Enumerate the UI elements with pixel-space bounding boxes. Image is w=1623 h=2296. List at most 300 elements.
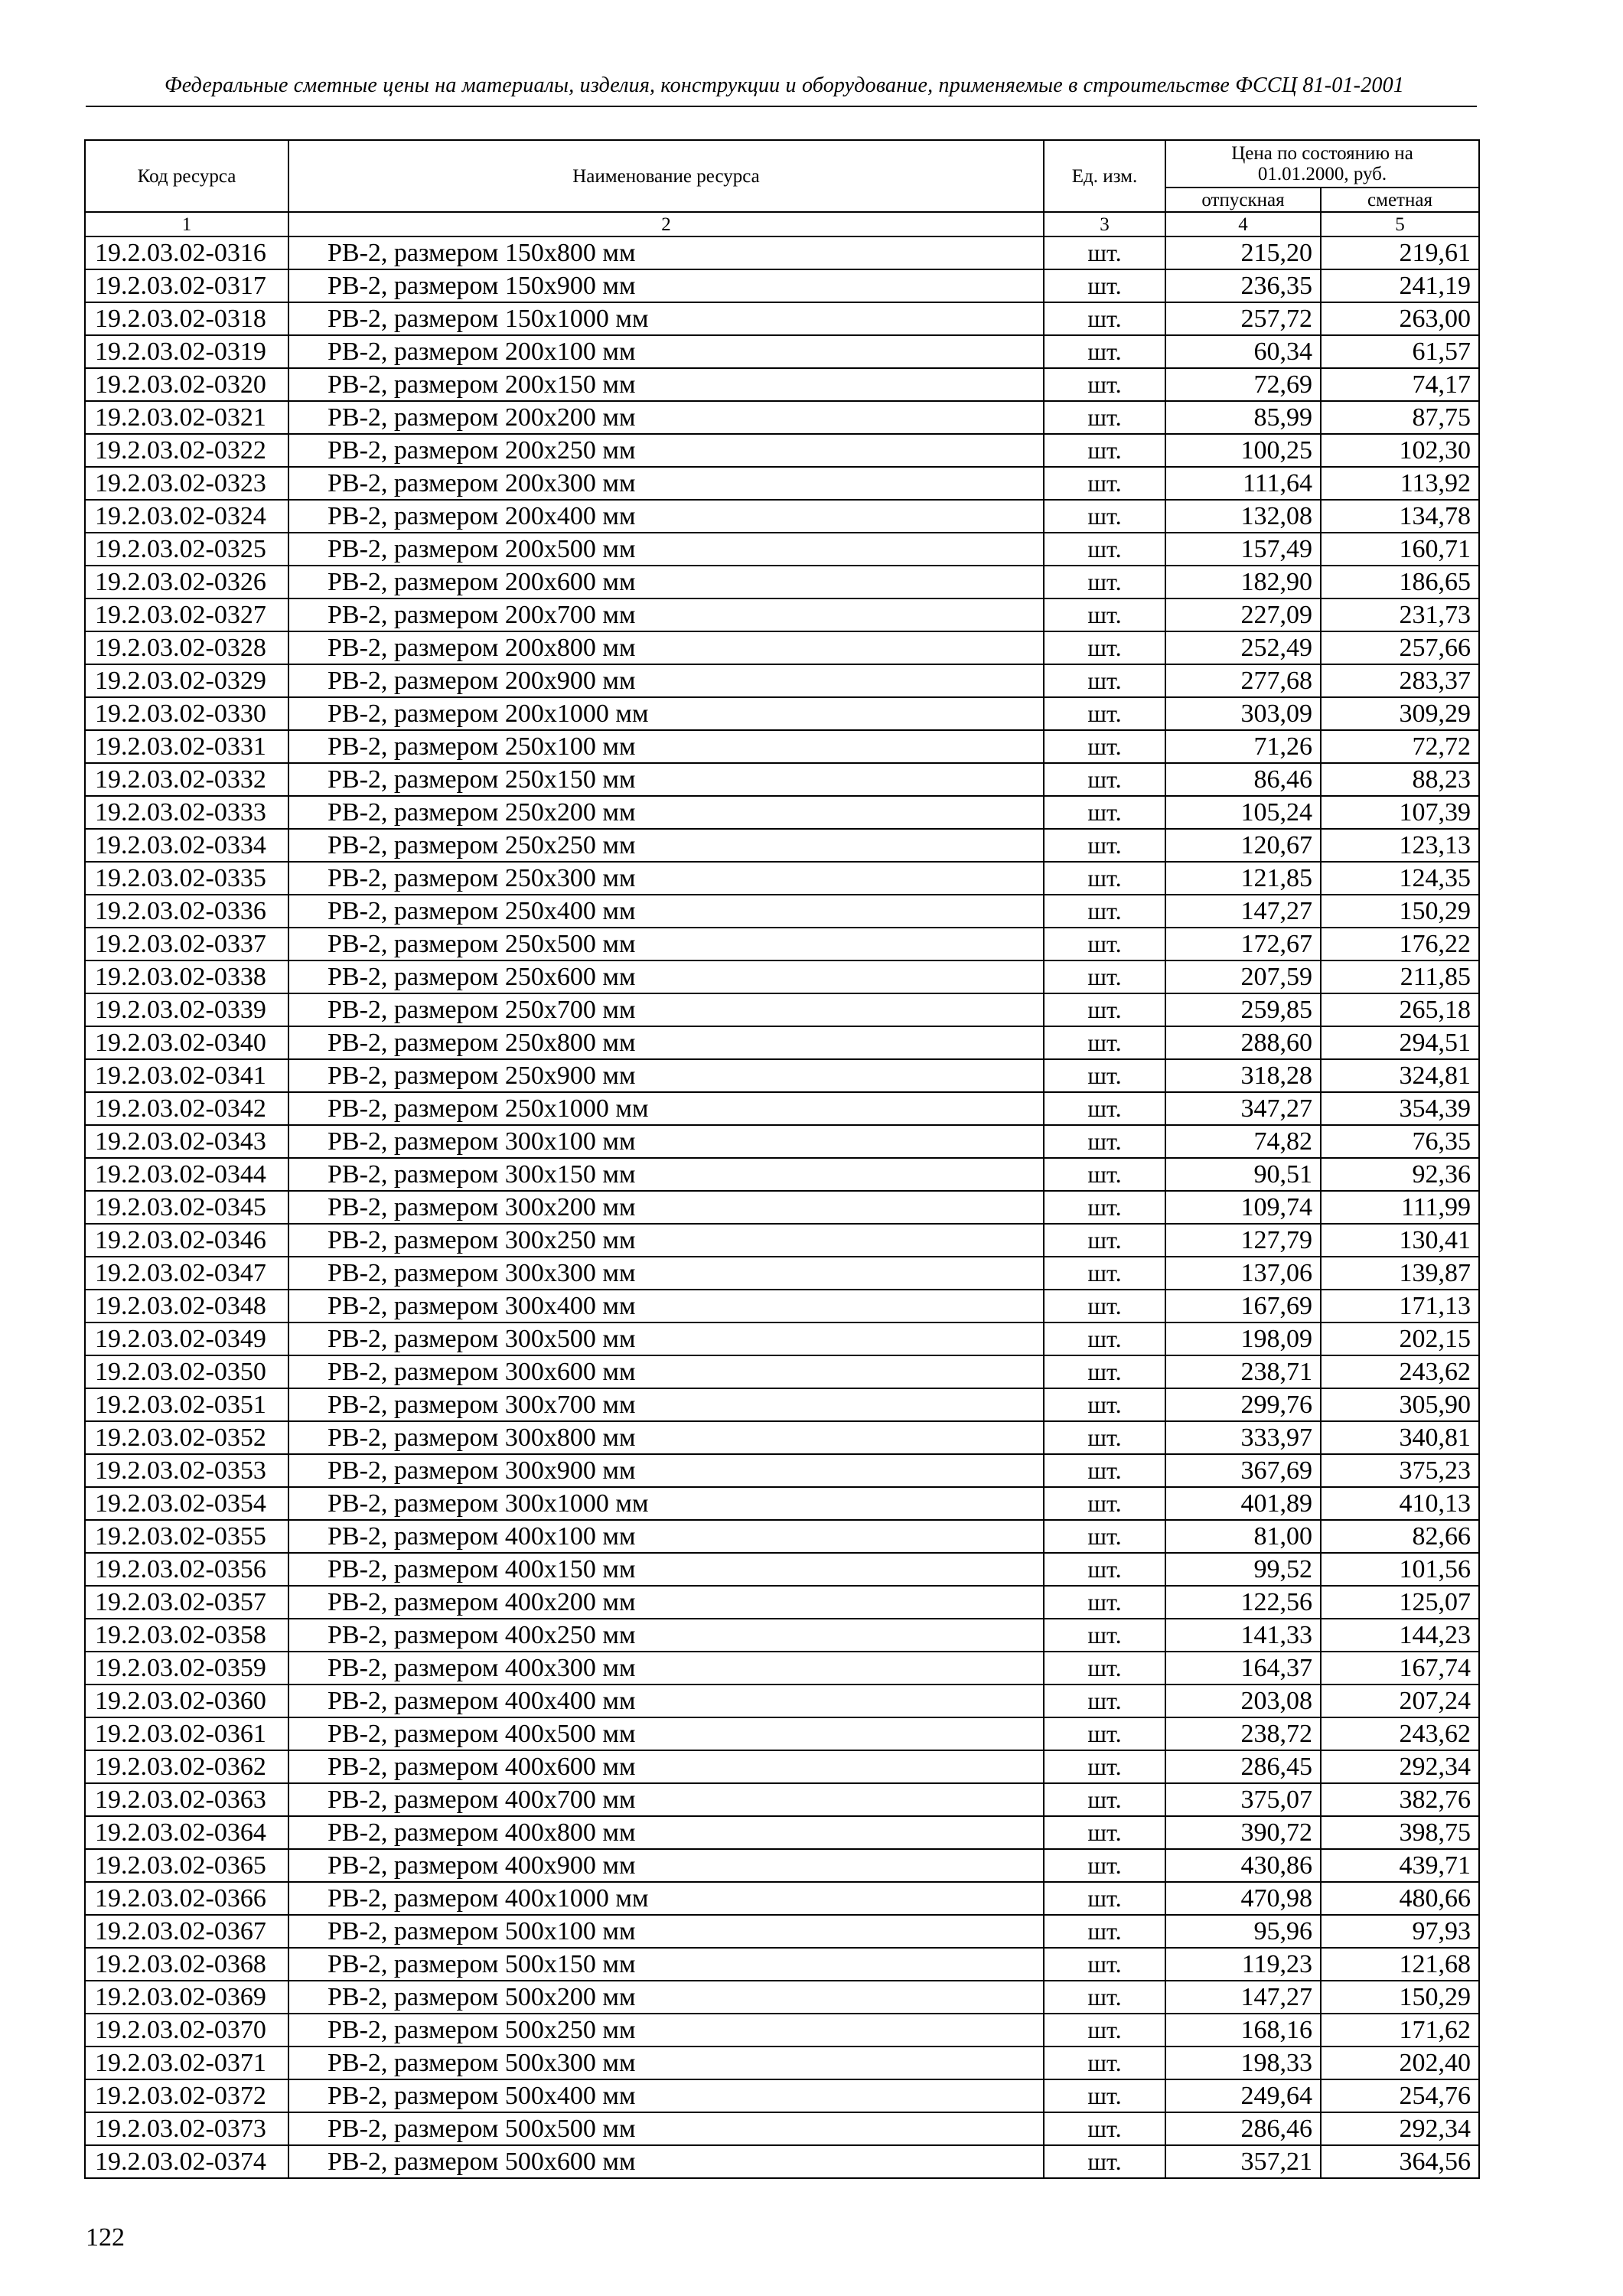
table-row	[85, 1750, 1479, 1783]
cell-code: 19.2.03.02-0331	[85, 730, 288, 763]
table-row	[85, 1816, 1479, 1849]
cell-estimate-price: 241,19	[1321, 269, 1479, 302]
table-row	[85, 1092, 1479, 1125]
cell-estimate-price: 254,76	[1321, 2079, 1479, 2112]
table-row	[85, 1520, 1479, 1553]
cell-name: РВ-2, размером 250x400 мм	[288, 895, 1044, 928]
cell-estimate-price: 375,23	[1321, 1454, 1479, 1487]
cell-release-price: 236,35	[1165, 269, 1321, 302]
cell-release-price: 249,64	[1165, 2079, 1321, 2112]
cell-code: 19.2.03.02-0336	[85, 895, 288, 928]
cell-name: РВ-2, размером 500x200 мм	[288, 1981, 1044, 2014]
table-row	[85, 1257, 1479, 1290]
column-number: 3	[1044, 212, 1165, 236]
header-estimate-price: сметная	[1321, 188, 1479, 212]
cell-estimate-price: 219,61	[1321, 236, 1479, 269]
cell-code: 19.2.03.02-0329	[85, 664, 288, 697]
cell-estimate-price: 292,34	[1321, 1750, 1479, 1783]
cell-name: РВ-2, размером 150x1000 мм	[288, 302, 1044, 335]
cell-code: 19.2.03.02-0348	[85, 1290, 288, 1322]
table-row	[85, 993, 1479, 1026]
cell-unit: шт.	[1044, 1619, 1165, 1652]
cell-name: РВ-2, размером 400x500 мм	[288, 1717, 1044, 1750]
cell-code: 19.2.03.02-0365	[85, 1849, 288, 1882]
cell-unit: шт.	[1044, 862, 1165, 895]
cell-release-price: 141,33	[1165, 1619, 1321, 1652]
table-row	[85, 1981, 1479, 2014]
cell-unit: шт.	[1044, 1487, 1165, 1520]
cell-name: РВ-2, размером 300x600 мм	[288, 1355, 1044, 1388]
cell-code: 19.2.03.02-0327	[85, 598, 288, 631]
cell-estimate-price: 410,13	[1321, 1487, 1479, 1520]
cell-unit: шт.	[1044, 796, 1165, 829]
table-row	[85, 302, 1479, 335]
cell-name: РВ-2, размером 300x400 мм	[288, 1290, 1044, 1322]
cell-name: РВ-2, размером 500x600 мм	[288, 2145, 1044, 2178]
cell-name: РВ-2, размером 300x150 мм	[288, 1158, 1044, 1191]
header-rule	[86, 106, 1477, 107]
table-row	[85, 401, 1479, 434]
cell-unit: шт.	[1044, 829, 1165, 862]
cell-unit: шт.	[1044, 993, 1165, 1026]
cell-estimate-price: 439,71	[1321, 1849, 1479, 1882]
cell-code: 19.2.03.02-0362	[85, 1750, 288, 1783]
cell-code: 19.2.03.02-0323	[85, 467, 288, 500]
cell-name: РВ-2, размером 400x100 мм	[288, 1520, 1044, 1553]
cell-unit: шт.	[1044, 2014, 1165, 2047]
table-row	[85, 269, 1479, 302]
cell-unit: шт.	[1044, 1290, 1165, 1322]
cell-unit: шт.	[1044, 1915, 1165, 1948]
cell-estimate-price: 102,30	[1321, 434, 1479, 467]
cell-estimate-price: 364,56	[1321, 2145, 1479, 2178]
table-row	[85, 1586, 1479, 1619]
cell-name: РВ-2, размером 250x250 мм	[288, 829, 1044, 862]
table-row	[85, 1849, 1479, 1882]
cell-release-price: 198,09	[1165, 1322, 1321, 1355]
cell-estimate-price: 340,81	[1321, 1421, 1479, 1454]
cell-name: РВ-2, размером 250x500 мм	[288, 928, 1044, 960]
cell-unit: шт.	[1044, 1882, 1165, 1915]
cell-code: 19.2.03.02-0372	[85, 2079, 288, 2112]
cell-estimate-price: 107,39	[1321, 796, 1479, 829]
cell-name: РВ-2, размером 200x900 мм	[288, 664, 1044, 697]
cell-release-price: 238,71	[1165, 1355, 1321, 1388]
table-row	[85, 1487, 1479, 1520]
cell-name: РВ-2, размером 300x200 мм	[288, 1191, 1044, 1224]
header-release-price: отпускная	[1165, 188, 1321, 212]
cell-code: 19.2.03.02-0368	[85, 1948, 288, 1981]
cell-code: 19.2.03.02-0326	[85, 566, 288, 598]
cell-unit: шт.	[1044, 763, 1165, 796]
table-row	[85, 1158, 1479, 1191]
cell-release-price: 111,64	[1165, 467, 1321, 500]
cell-unit: шт.	[1044, 236, 1165, 269]
table-row	[85, 2014, 1479, 2047]
cell-estimate-price: 202,15	[1321, 1322, 1479, 1355]
cell-code: 19.2.03.02-0367	[85, 1915, 288, 1948]
cell-unit: шт.	[1044, 1191, 1165, 1224]
cell-name: РВ-2, размером 200x150 мм	[288, 368, 1044, 401]
cell-code: 19.2.03.02-0360	[85, 1684, 288, 1717]
cell-code: 19.2.03.02-0333	[85, 796, 288, 829]
cell-name: РВ-2, размером 500x300 мм	[288, 2047, 1044, 2079]
cell-release-price: 90,51	[1165, 1158, 1321, 1191]
cell-release-price: 286,45	[1165, 1750, 1321, 1783]
column-number: 4	[1165, 212, 1321, 236]
cell-estimate-price: 283,37	[1321, 664, 1479, 697]
cell-release-price: 299,76	[1165, 1388, 1321, 1421]
cell-release-price: 288,60	[1165, 1026, 1321, 1059]
cell-estimate-price: 305,90	[1321, 1388, 1479, 1421]
cell-name: РВ-2, размером 400x150 мм	[288, 1553, 1044, 1586]
cell-release-price: 259,85	[1165, 993, 1321, 1026]
cell-name: РВ-2, размером 300x1000 мм	[288, 1487, 1044, 1520]
cell-estimate-price: 82,66	[1321, 1520, 1479, 1553]
cell-unit: шт.	[1044, 1125, 1165, 1158]
cell-estimate-price: 97,93	[1321, 1915, 1479, 1948]
cell-name: РВ-2, размером 250x100 мм	[288, 730, 1044, 763]
cell-release-price: 347,27	[1165, 1092, 1321, 1125]
cell-estimate-price: 167,74	[1321, 1652, 1479, 1684]
cell-release-price: 252,49	[1165, 631, 1321, 664]
cell-release-price: 132,08	[1165, 500, 1321, 533]
cell-unit: шт.	[1044, 1388, 1165, 1421]
cell-release-price: 182,90	[1165, 566, 1321, 598]
table-row	[85, 664, 1479, 697]
cell-name: РВ-2, размером 400x1000 мм	[288, 1882, 1044, 1915]
cell-name: РВ-2, размером 400x400 мм	[288, 1684, 1044, 1717]
cell-unit: шт.	[1044, 1059, 1165, 1092]
cell-name: РВ-2, размером 300x800 мм	[288, 1421, 1044, 1454]
price-table	[84, 139, 1480, 2179]
table-row	[85, 730, 1479, 763]
cell-estimate-price: 139,87	[1321, 1257, 1479, 1290]
cell-name: РВ-2, размером 400x250 мм	[288, 1619, 1044, 1652]
cell-release-price: 109,74	[1165, 1191, 1321, 1224]
page-number: 122	[86, 2223, 125, 2252]
cell-estimate-price: 125,07	[1321, 1586, 1479, 1619]
cell-release-price: 167,69	[1165, 1290, 1321, 1322]
cell-estimate-price: 111,99	[1321, 1191, 1479, 1224]
table-row	[85, 236, 1479, 269]
cell-code: 19.2.03.02-0357	[85, 1586, 288, 1619]
cell-release-price: 277,68	[1165, 664, 1321, 697]
cell-unit: шт.	[1044, 1322, 1165, 1355]
cell-unit: шт.	[1044, 1553, 1165, 1586]
cell-release-price: 71,26	[1165, 730, 1321, 763]
cell-code: 19.2.03.02-0328	[85, 631, 288, 664]
cell-release-price: 86,46	[1165, 763, 1321, 796]
table-row	[85, 1652, 1479, 1684]
table-row	[85, 1026, 1479, 1059]
table-row	[85, 1882, 1479, 1915]
cell-name: РВ-2, размером 500x150 мм	[288, 1948, 1044, 1981]
cell-name: РВ-2, размером 300x100 мм	[288, 1125, 1044, 1158]
cell-name: РВ-2, размером 400x800 мм	[288, 1816, 1044, 1849]
cell-unit: шт.	[1044, 1586, 1165, 1619]
cell-estimate-price: 72,72	[1321, 730, 1479, 763]
cell-release-price: 357,21	[1165, 2145, 1321, 2178]
cell-estimate-price: 202,40	[1321, 2047, 1479, 2079]
header-unit: Ед. изм.	[1044, 140, 1165, 212]
table-row	[85, 1619, 1479, 1652]
cell-release-price: 215,20	[1165, 236, 1321, 269]
cell-estimate-price: 76,35	[1321, 1125, 1479, 1158]
cell-unit: шт.	[1044, 1783, 1165, 1816]
cell-release-price: 168,16	[1165, 2014, 1321, 2047]
table-row	[85, 1684, 1479, 1717]
cell-name: РВ-2, размером 200x300 мм	[288, 467, 1044, 500]
cell-unit: шт.	[1044, 566, 1165, 598]
cell-unit: шт.	[1044, 1454, 1165, 1487]
cell-estimate-price: 176,22	[1321, 928, 1479, 960]
cell-name: РВ-2, размером 250x700 мм	[288, 993, 1044, 1026]
cell-name: РВ-2, размером 150x900 мм	[288, 269, 1044, 302]
cell-name: РВ-2, размером 400x600 мм	[288, 1750, 1044, 1783]
table-row	[85, 368, 1479, 401]
header-code: Код ресурса	[85, 140, 288, 212]
cell-code: 19.2.03.02-0358	[85, 1619, 288, 1652]
table-row	[85, 500, 1479, 533]
cell-unit: шт.	[1044, 401, 1165, 434]
running-header: Федеральные сметные цены на материалы, изделия, конструкции и оборудование, применяемые в строительстве ФССЦ 81-01-2001	[164, 73, 1404, 97]
cell-release-price: 147,27	[1165, 895, 1321, 928]
cell-code: 19.2.03.02-0369	[85, 1981, 288, 2014]
cell-estimate-price: 171,62	[1321, 2014, 1479, 2047]
cell-name: РВ-2, размером 500x500 мм	[288, 2112, 1044, 2145]
cell-estimate-price: 207,24	[1321, 1684, 1479, 1717]
cell-release-price: 95,96	[1165, 1915, 1321, 1948]
cell-name: РВ-2, размером 200x700 мм	[288, 598, 1044, 631]
cell-name: РВ-2, размером 250x600 мм	[288, 960, 1044, 993]
cell-estimate-price: 309,29	[1321, 697, 1479, 730]
cell-unit: шт.	[1044, 302, 1165, 335]
table-row	[85, 335, 1479, 368]
table-row	[85, 1948, 1479, 1981]
cell-release-price: 390,72	[1165, 1816, 1321, 1849]
cell-estimate-price: 243,62	[1321, 1717, 1479, 1750]
cell-estimate-price: 101,56	[1321, 1553, 1479, 1586]
table-row	[85, 1355, 1479, 1388]
cell-code: 19.2.03.02-0355	[85, 1520, 288, 1553]
cell-estimate-price: 354,39	[1321, 1092, 1479, 1125]
cell-release-price: 430,86	[1165, 1849, 1321, 1882]
cell-estimate-price: 324,81	[1321, 1059, 1479, 1092]
cell-release-price: 470,98	[1165, 1882, 1321, 1915]
header-name: Наименование ресурса	[288, 140, 1044, 212]
cell-estimate-price: 87,75	[1321, 401, 1479, 434]
cell-unit: шт.	[1044, 1849, 1165, 1882]
cell-unit: шт.	[1044, 1224, 1165, 1257]
table-row	[85, 1322, 1479, 1355]
cell-code: 19.2.03.02-0324	[85, 500, 288, 533]
cell-name: РВ-2, размером 250x200 мм	[288, 796, 1044, 829]
cell-unit: шт.	[1044, 2145, 1165, 2178]
cell-release-price: 257,72	[1165, 302, 1321, 335]
cell-estimate-price: 257,66	[1321, 631, 1479, 664]
cell-code: 19.2.03.02-0346	[85, 1224, 288, 1257]
cell-release-price: 318,28	[1165, 1059, 1321, 1092]
cell-estimate-price: 382,76	[1321, 1783, 1479, 1816]
table-row	[85, 2047, 1479, 2079]
table-row	[85, 533, 1479, 566]
table-row	[85, 697, 1479, 730]
cell-code: 19.2.03.02-0334	[85, 829, 288, 862]
cell-estimate-price: 150,29	[1321, 895, 1479, 928]
cell-name: РВ-2, размером 300x900 мм	[288, 1454, 1044, 1487]
table-row	[85, 434, 1479, 467]
cell-estimate-price: 121,68	[1321, 1948, 1479, 1981]
cell-unit: шт.	[1044, 1684, 1165, 1717]
cell-release-price: 85,99	[1165, 401, 1321, 434]
cell-code: 19.2.03.02-0366	[85, 1882, 288, 1915]
cell-estimate-price: 265,18	[1321, 993, 1479, 1026]
cell-release-price: 72,69	[1165, 368, 1321, 401]
cell-release-price: 121,85	[1165, 862, 1321, 895]
cell-unit: шт.	[1044, 1652, 1165, 1684]
cell-release-price: 100,25	[1165, 434, 1321, 467]
cell-estimate-price: 150,29	[1321, 1981, 1479, 2014]
cell-code: 19.2.03.02-0374	[85, 2145, 288, 2178]
cell-code: 19.2.03.02-0359	[85, 1652, 288, 1684]
cell-code: 19.2.03.02-0332	[85, 763, 288, 796]
cell-unit: шт.	[1044, 2112, 1165, 2145]
table-row	[85, 631, 1479, 664]
cell-code: 19.2.03.02-0353	[85, 1454, 288, 1487]
cell-release-price: 227,09	[1165, 598, 1321, 631]
table-row	[85, 1388, 1479, 1421]
table-row	[85, 1717, 1479, 1750]
table-row	[85, 467, 1479, 500]
cell-name: РВ-2, размером 200x1000 мм	[288, 697, 1044, 730]
cell-code: 19.2.03.02-0317	[85, 269, 288, 302]
cell-name: РВ-2, размером 400x200 мм	[288, 1586, 1044, 1619]
cell-estimate-price: 61,57	[1321, 335, 1479, 368]
cell-code: 19.2.03.02-0325	[85, 533, 288, 566]
cell-name: РВ-2, размером 250x300 мм	[288, 862, 1044, 895]
cell-estimate-price: 113,92	[1321, 467, 1479, 500]
cell-code: 19.2.03.02-0364	[85, 1816, 288, 1849]
cell-name: РВ-2, размером 300x250 мм	[288, 1224, 1044, 1257]
table-row	[85, 796, 1479, 829]
cell-release-price: 303,09	[1165, 697, 1321, 730]
cell-code: 19.2.03.02-0363	[85, 1783, 288, 1816]
cell-code: 19.2.03.02-0319	[85, 335, 288, 368]
cell-release-price: 60,34	[1165, 335, 1321, 368]
cell-unit: шт.	[1044, 928, 1165, 960]
table-row	[85, 2145, 1479, 2178]
cell-code: 19.2.03.02-0344	[85, 1158, 288, 1191]
table-row	[85, 566, 1479, 598]
table-row	[85, 895, 1479, 928]
cell-estimate-price: 294,51	[1321, 1026, 1479, 1059]
table-row	[85, 1783, 1479, 1816]
cell-release-price: 367,69	[1165, 1454, 1321, 1487]
cell-estimate-price: 263,00	[1321, 302, 1479, 335]
cell-name: РВ-2, размером 250x800 мм	[288, 1026, 1044, 1059]
cell-code: 19.2.03.02-0330	[85, 697, 288, 730]
table-row	[85, 928, 1479, 960]
table-row	[85, 598, 1479, 631]
cell-estimate-price: 92,36	[1321, 1158, 1479, 1191]
cell-estimate-price: 211,85	[1321, 960, 1479, 993]
cell-code: 19.2.03.02-0356	[85, 1553, 288, 1586]
cell-unit: шт.	[1044, 598, 1165, 631]
cell-name: РВ-2, размером 400x900 мм	[288, 1849, 1044, 1882]
cell-release-price: 172,67	[1165, 928, 1321, 960]
cell-release-price: 105,24	[1165, 796, 1321, 829]
cell-release-price: 81,00	[1165, 1520, 1321, 1553]
cell-release-price: 207,59	[1165, 960, 1321, 993]
table-row	[85, 1454, 1479, 1487]
cell-name: РВ-2, размером 250x150 мм	[288, 763, 1044, 796]
cell-estimate-price: 88,23	[1321, 763, 1479, 796]
cell-unit: шт.	[1044, 335, 1165, 368]
cell-code: 19.2.03.02-0352	[85, 1421, 288, 1454]
cell-name: РВ-2, размером 150x800 мм	[288, 236, 1044, 269]
cell-unit: шт.	[1044, 895, 1165, 928]
cell-unit: шт.	[1044, 1026, 1165, 1059]
cell-unit: шт.	[1044, 1355, 1165, 1388]
cell-code: 19.2.03.02-0338	[85, 960, 288, 993]
cell-code: 19.2.03.02-0349	[85, 1322, 288, 1355]
cell-release-price: 333,97	[1165, 1421, 1321, 1454]
cell-name: РВ-2, размером 200x100 мм	[288, 335, 1044, 368]
cell-code: 19.2.03.02-0361	[85, 1717, 288, 1750]
table-row	[85, 1421, 1479, 1454]
cell-estimate-price: 292,34	[1321, 2112, 1479, 2145]
cell-release-price: 238,72	[1165, 1717, 1321, 1750]
cell-unit: шт.	[1044, 500, 1165, 533]
cell-code: 19.2.03.02-0351	[85, 1388, 288, 1421]
cell-unit: шт.	[1044, 1421, 1165, 1454]
header-price-group	[1165, 140, 1479, 188]
cell-unit: шт.	[1044, 533, 1165, 566]
cell-unit: шт.	[1044, 434, 1165, 467]
cell-name: РВ-2, размером 200x400 мм	[288, 500, 1044, 533]
table-row	[85, 1290, 1479, 1322]
cell-name: РВ-2, размером 300x500 мм	[288, 1322, 1044, 1355]
cell-estimate-price: 231,73	[1321, 598, 1479, 631]
cell-code: 19.2.03.02-0322	[85, 434, 288, 467]
cell-code: 19.2.03.02-0341	[85, 1059, 288, 1092]
cell-estimate-price: 123,13	[1321, 829, 1479, 862]
cell-estimate-price: 171,13	[1321, 1290, 1479, 1322]
table-row	[85, 2079, 1479, 2112]
cell-release-price: 119,23	[1165, 1948, 1321, 1981]
cell-unit: шт.	[1044, 1717, 1165, 1750]
table-row	[85, 862, 1479, 895]
column-number: 5	[1321, 212, 1479, 236]
cell-code: 19.2.03.02-0371	[85, 2047, 288, 2079]
cell-code: 19.2.03.02-0373	[85, 2112, 288, 2145]
cell-release-price: 137,06	[1165, 1257, 1321, 1290]
cell-name: РВ-2, размером 250x900 мм	[288, 1059, 1044, 1092]
cell-name: РВ-2, размером 500x100 мм	[288, 1915, 1044, 1948]
cell-code: 19.2.03.02-0321	[85, 401, 288, 434]
table-row	[85, 1059, 1479, 1092]
cell-code: 19.2.03.02-0354	[85, 1487, 288, 1520]
cell-unit: шт.	[1044, 1981, 1165, 2014]
cell-name: РВ-2, размером 200x800 мм	[288, 631, 1044, 664]
cell-code: 19.2.03.02-0316	[85, 236, 288, 269]
cell-estimate-price: 243,62	[1321, 1355, 1479, 1388]
table-header	[85, 140, 1479, 236]
header-price-group-text: Цена по состоянию на 01.01.2000, руб.	[1231, 143, 1413, 184]
cell-estimate-price: 480,66	[1321, 1882, 1479, 1915]
cell-release-price: 120,67	[1165, 829, 1321, 862]
